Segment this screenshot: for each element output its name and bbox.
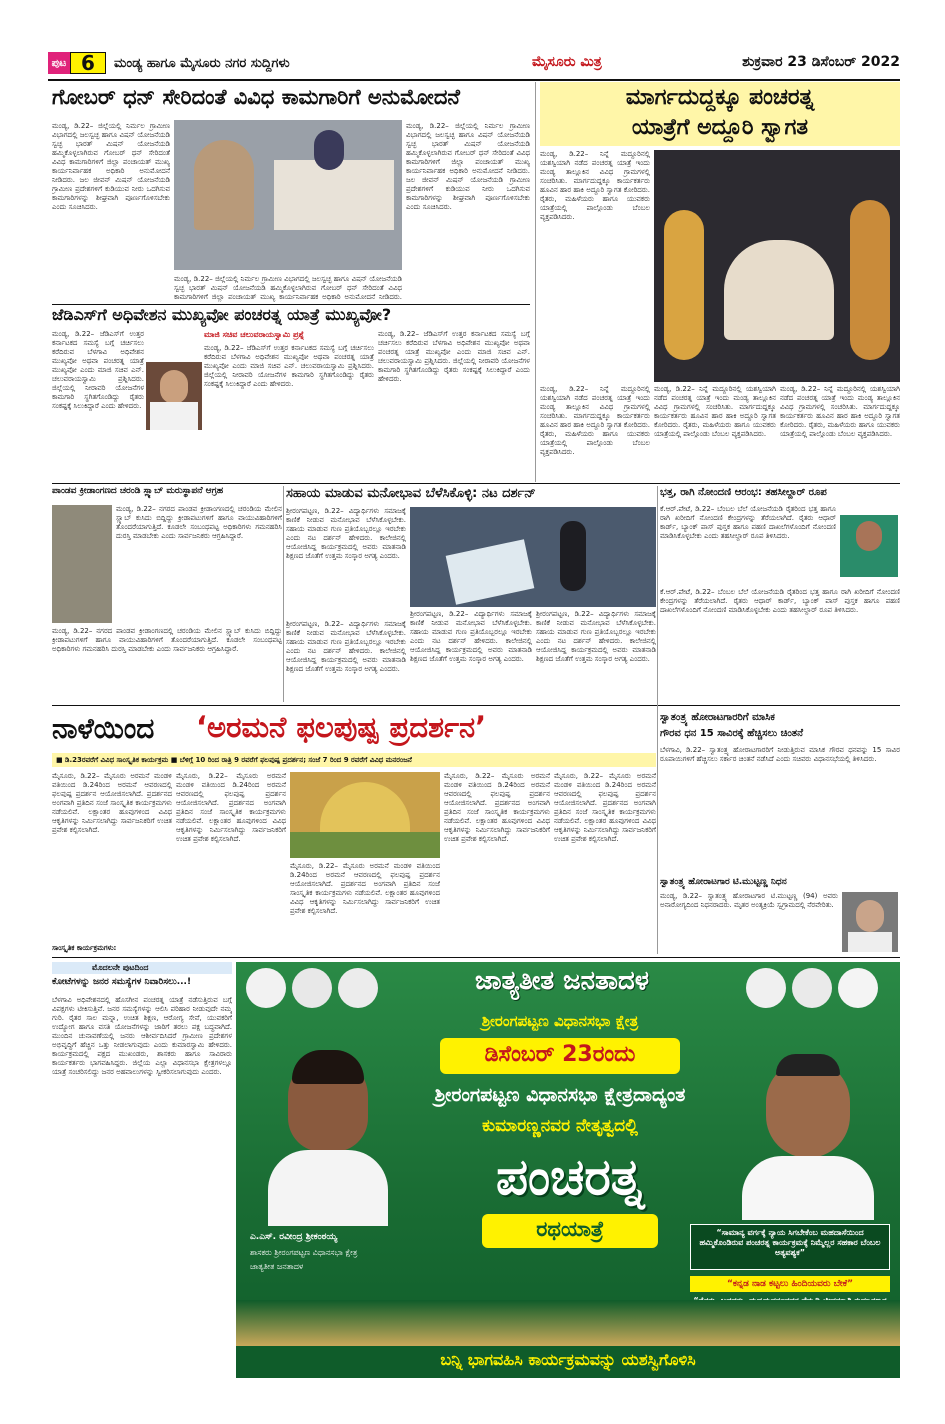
jds-body-col2: ಮಂಡ್ಯ, ಡಿ.22– ಜೆಡಿಎಸ್‌ಗೆ ಉತ್ತರ ಕರ್ನಾಟಕದ ಸಮಸ್ಯೆ ಬಗ್ಗೆ ಚರ್ಚಿಸಲು ಕರೆದಿರುವ ಬೆಳಗಾವಿ ಅಧಿವೇಶನ ಮುಖ್ಯವೋ ಅಥವಾ ಪಂಚರತ್ನ ಯಾತ್ರೆ ಮುಖ್ಯವೋ ಎಂದು ಮಾಜಿ ಸಚಿವ ಎನ್. ಚಲುವರಾಯಸ್ವಾಮಿ ಪ್ರಶ್ನಿಸಿದರು. ಜಿಲ್ಲೆಯಲ್ಲಿ ನೀರಾವರಿ ಯೋಜನೆಗಳ ಕಾಮಗಾರಿ ಸ್ಥಗಿತಗೊಂಡಿದ್ದು ರೈತರು ಸಂಕಷ್ಟಕ್ಕೆ ಸಿಲುಕಿದ್ದಾರೆ ಎಂದು ಹೇಳಿದರು. — [204, 344, 374, 388]
darshan-photo — [410, 507, 656, 607]
panchratna-headline-2: ಯಾತ್ರೆಗೆ ಅದ್ದೂರಿ ಸ್ವಾಗತ — [631, 115, 809, 140]
aramane-subhead: ಸಾಂಸ್ಕೃತಿಕ ಕಾರ್ಯಕ್ರಮಗಳು: — [52, 944, 117, 952]
paper-name: ಮೈಸೂರು ಮಿತ್ರ — [532, 54, 602, 70]
panchratna-body-col1: ಮಂಡ್ಯ, ಡಿ.22– ನಿನ್ನೆ ಮದ್ದೂರಿನಲ್ಲಿ ಯಶಸ್ವಿಯಾಗಿ ನಡೆದ ಪಂಚರತ್ನ ಯಾತ್ರೆ ಇಂದು ಮಂಡ್ಯ ತಾಲ್ಲೂಕಿನ ವಿವಿಧ ಗ್ರಾಮಗಳಲ್ಲಿ ಸಂಚರಿಸಿತು. ಮಾರ್ಗದುದ್ದಕ್ಕೂ ಕಾರ್ಯಕರ್ತರು ಹೂವಿನ ಹಾರ ಹಾಕಿ ಅದ್ದೂರಿ ಸ್ವಾಗತ ಕೋರಿದರು. ರೈತರು, ಮಹಿಳೆಯರು ಹಾಗೂ ಯುವಕರು ಯಾತ್ರೆಯಲ್ಲಿ ಪಾಲ್ಗೊಂಡು ಬೆಂಬಲ ವ್ಯಕ್ತಪಡಿಸಿದರು. — [540, 150, 650, 221]
column-rule — [657, 486, 658, 954]
pandava-body-2: ಮಂಡ್ಯ, ಡಿ.22– ನಗರದ ಪಾಂಡವ ಕ್ರೀಡಾಂಗಣದಲ್ಲಿ ಚರಂಡಿಯ ಮೇಲಿನ ಸ್ಲ್ಯಾಬ್ ಕುಸಿದು ಬಿದ್ದಿದ್ದು ಕ್ರೀಡಾಪಟುಗಳಿಗೆ ಹಾಗೂ ವಾಯುವಿಹಾರಿಗಳಿಗೆ ತೊಂದರೆಯಾಗುತ್ತಿದೆ. ಕೂಡಲೇ ಸಂಬಂಧಪಟ್ಟ ಅಧಿಕಾರಿಗಳು ಗಮನಹರಿಸಿ ದುರಸ್ತಿ ಮಾಡಬೇಕು ಎಂದು ಸಾರ್ವಜನಿಕರು ಆಗ್ರಹಿಸಿದ್ದಾರೆ. — [52, 627, 282, 653]
drain-photo — [52, 505, 112, 623]
ad-line-1: ಶ್ರೀರಂಗಪಟ್ಟಣ ವಿಧಾನಸಭಾ ಕ್ಷೇತ್ರದಾದ್ಯಂತ — [434, 1084, 686, 1106]
darshan-headline: ಸಹಾಯ ಮಾಡುವ ಮನೋಭಾವ ಬೆಳೆಸಿಕೊಳ್ಳಿ: ನಟ ದರ್ಶನ್ — [286, 486, 536, 501]
aramane-body-2: ಮೈಸೂರು, ಡಿ.22– ಮೈಸೂರು ಅರಮನೆ ಮಂಡಳಿ ವತಿಯಿಂದ ಡಿ.24ರಿಂದ ಅರಮನೆ ಆವರಣದಲ್ಲಿ ಫಲಪುಷ್ಪ ಪ್ರದರ್ಶನ ಆಯೋಜಿಸಲಾಗಿದೆ. ಪ್ರದರ್ಶನದ ಅಂಗವಾಗಿ ಪ್ರತಿದಿನ ಸಂಜೆ ಸಾಂಸ್ಕೃತಿಕ ಕಾರ್ಯಕ್ರಮಗಳು ನಡೆಯಲಿವೆ. ಲಕ್ಷಾಂತರ ಹೂವುಗಳಿಂದ ವಿವಿಧ ಆಕೃತಿಗಳನ್ನು ನಿರ್ಮಿಸಲಾಗಿದ್ದು ಸಾರ್ವಜನಿಕರಿಗೆ ಉಚಿತ ಪ್ರವೇಶ ಕಲ್ಪಿಸಲಾಗಿದೆ. — [176, 772, 286, 843]
panchratna-headline-1: ಮಾರ್ಗದುದ್ದಕ್ಕೂ ಪಂಚರತ್ನ — [625, 85, 815, 110]
jds-body-col1: ಮಂಡ್ಯ, ಡಿ.22– ಜೆಡಿಎಸ್‌ಗೆ ಉತ್ತರ ಕರ್ನಾಟಕದ ಸಮಸ್ಯೆ ಬಗ್ಗೆ ಚರ್ಚಿಸಲು ಕರೆದಿರುವ ಬೆಳಗಾವಿ ಅಧಿವೇಶನ ಮುಖ್ಯವೋ ಅಥವಾ ಪಂಚರತ್ನ ಯಾತ್ರೆ ಮುಖ್ಯವೋ ಎಂದು ಮಾಜಿ ಸಚಿವ ಎನ್. ಚಲುವರಾಯಸ್ವಾಮಿ ಪ್ರಶ್ನಿಸಿದರು. ಜಿಲ್ಲೆಯಲ್ಲಿ ನೀರಾವರಿ ಯೋಜನೆಗಳ ಕಾಮಗಾರಿ ಸ್ಥಗಿತಗೊಂಡಿದ್ದು ರೈತರು ಸಂಕಷ್ಟಕ್ಕೆ ಸಿಲುಕಿದ್ದಾರೆ ಎಂದು ಹೇಳಿದರು. — [52, 330, 144, 410]
kumaraswamy-photo — [726, 1040, 890, 1220]
ad-party-name: ಜಾತ್ಯತೀತ ಜನತಾದಳ — [475, 966, 649, 996]
aramane-body-3: ಮೈಸೂರು, ಡಿ.22– ಮೈಸೂರು ಅರಮನೆ ಮಂಡಳಿ ವತಿಯಿಂದ ಡಿ.24ರಿಂದ ಅರಮನೆ ಆವರಣದಲ್ಲಿ ಫಲಪುಷ್ಪ ಪ್ರದರ್ಶನ ಆಯೋಜಿಸಲಾಗಿದೆ. ಪ್ರದರ್ಶನದ ಅಂಗವಾಗಿ ಪ್ರತಿದಿನ ಸಂಜೆ ಸಾಂಸ್ಕೃತಿಕ ಕಾರ್ಯಕ್ರಮಗಳು ನಡೆಯಲಿವೆ. ಲಕ್ಷಾಂತರ ಹೂವುಗಳಿಂದ ವಿವಿಧ ಆಕೃತಿಗಳನ್ನು ನಿರ್ಮಿಸಲಾಗಿದ್ದು ಸಾರ್ವಜನಿಕರಿಗೆ ಉಚಿತ ಪ್ರವೇಶ ಕಲ್ಪಿಸಲಾಗಿದೆ. — [290, 862, 440, 915]
leader-avatar-5 — [792, 968, 832, 1008]
continued-body: ಬೆಳಗಾವಿ ಅಧಿವೇಶನದಲ್ಲಿ ಹೊಸಗೀನ ಪಂಚರತ್ನ ಯಾತ್ರೆ ನಡೆಸುತ್ತಿರುವ ಬಗ್ಗೆ ವಿಪಕ್ಷಗಳು ಟೀಕಿಸುತ್ತಿವೆ. ಜನರ ಸಮಸ್ಯೆಗಳನ್ನು ಆಲಿಸಿ ಪರಿಹಾರ ನೀಡುವುದೇ ನಮ್ಮ ಗುರಿ. ರೈತರ ಸಾಲ ಮನ್ನಾ, ಉಚಿತ ಶಿಕ್ಷಣ, ಆರೋಗ್ಯ ಸೇವೆ, ಯುವಕರಿಗೆ ಉದ್ಯೋಗ ಹಾಗೂ ವಸತಿ ಯೋಜನೆಗಳನ್ನು ಜಾರಿಗೆ ತರಲು ಪಕ್ಷ ಬದ್ಧವಾಗಿದೆ. ಮುಂದಿನ ಚುನಾವಣೆಯಲ್ಲಿ ಜನರು ಆಶೀರ್ವದಿಸಿದರೆ ಗ್ರಾಮೀಣ ಪ್ರದೇಶಗಳ ಅಭಿವೃದ್ಧಿಗೆ ಹೆಚ್ಚಿನ ಒತ್ತು ನೀಡಲಾಗುವುದು ಎಂದು ಕುಮಾರಸ್ವಾಮಿ ಹೇಳಿದರು. ಕಾರ್ಯಕ್ರಮದಲ್ಲಿ ಪಕ್ಷದ ಮುಖಂಡರು, ಶಾಸಕರು ಹಾಗೂ ಸಾವಿರಾರು ಕಾರ್ಯಕರ್ತರು ಭಾಗವಹಿಸಿದ್ದರು. ಜಿಲ್ಲೆಯ ಎಲ್ಲಾ ವಿಧಾನಸಭಾ ಕ್ಷೇತ್ರಗಳಲ್ಲೂ ಯಾತ್ರೆ ಸಂಚರಿಸಲಿದ್ದು ಜನರ ಅಹವಾಲುಗಳನ್ನು ಸ್ವೀಕರಿಸಲಾಗುವುದು ಎಂದರು. — [52, 996, 232, 1076]
ad-quote-2: “ಕನ್ನಡ ನಾಡ ಕಟ್ಟಲು ಹಿಂದಿಯವರು ಬೇಕೆ” — [690, 1276, 890, 1292]
palace-flower-photo — [290, 772, 440, 858]
jds-kicker: ಮಾಜಿ ಸಚಿವ ಚಲುವರಾಯಸ್ವಾಮಿ ಪ್ರಶ್ನೆ — [204, 330, 305, 339]
aramane-body-4: ಮೈಸೂರು, ಡಿ.22– ಮೈಸೂರು ಅರಮನೆ ಮಂಡಳಿ ವತಿಯಿಂದ ಡಿ.24ರಿಂದ ಅರಮನೆ ಆವರಣದಲ್ಲಿ ಫಲಪುಷ್ಪ ಪ್ರದರ್ಶನ ಆಯೋಜಿಸಲಾಗಿದೆ. ಪ್ರದರ್ಶನದ ಅಂಗವಾಗಿ ಪ್ರತಿದಿನ ಸಂಜೆ ಸಾಂಸ್ಕೃತಿಕ ಕಾರ್ಯಕ್ರಮಗಳು ನಡೆಯಲಿವೆ. ಲಕ್ಷಾಂತರ ಹೂವುಗಳಿಂದ ವಿವಿಧ ಆಕೃತಿಗಳನ್ನು ನಿರ್ಮಿಸಲಾಗಿದ್ದು ಸಾರ್ವಜನಿಕರಿಗೆ ಉಚಿತ ಪ್ರವೇಶ ಕಲ್ಪಿಸಲಾಗಿದೆ. — [444, 772, 550, 843]
leader-avatar-2 — [292, 968, 332, 1008]
bhatta-body-1: ಕೆ.ಆರ್.ಪೇಟೆ, ಡಿ.22– ಬೆಂಬಲ ಬೆಲೆ ಯೋಜನೆಯಡಿ ರೈತರಿಂದ ಭತ್ತ ಹಾಗೂ ರಾಗಿ ಖರೀದಿಗೆ ನೋಂದಣಿ ಕೇಂದ್ರಗಳನ್ನು ತೆರೆಯಲಾಗಿದೆ. ರೈತರು ಆಧಾರ್ ಕಾರ್ಡ್, ಬ್ಯಾಂಕ್ ಪಾಸ್ ಪುಸ್ತಕ ಹಾಗೂ ಪಹಣಿ ದಾಖಲೆಗಳೊಂದಿಗೆ ನೋಂದಣಿ ಮಾಡಿಸಿಕೊಳ್ಳಬೇಕು ಎಂದು ತಹಸೀಲ್ದಾರ್ ರೂಪ ತಿಳಿಸಿದರು. — [660, 505, 836, 540]
freedom-headline-2: ಗೌರವ ಧನ 15 ಸಾವಿರಕ್ಕೆ ಹೆಚ್ಚಿಸಲು ಚಿಂತನೆ — [660, 728, 804, 739]
ad-line-2: ಕುಮಾರಣ್ಣನವರ ನೇತೃತ್ವದಲ್ಲಿ — [482, 1116, 638, 1136]
panchratna-body-col3: ಮಂಡ್ಯ, ಡಿ.22– ನಿನ್ನೆ ಮದ್ದೂರಿನಲ್ಲಿ ಯಶಸ್ವಿಯಾಗಿ ನಡೆದ ಪಂಚರತ್ನ ಯಾತ್ರೆ ಇಂದು ಮಂಡ್ಯ ತಾಲ್ಲೂಕಿನ ವಿವಿಧ ಗ್ರಾಮಗಳಲ್ಲಿ ಸಂಚರಿಸಿತು. ಮಾರ್ಗದುದ್ದಕ್ಕೂ ಕಾರ್ಯಕರ್ತರು ಹೂವಿನ ಹಾರ ಹಾಕಿ ಅದ್ದೂರಿ ಸ್ವಾಗತ ಕೋರಿದರು. ರೈತರು, ಮಹಿಳೆಯರು ಹಾಗೂ ಯುವಕರು ಯಾತ್ರೆಯಲ್ಲಿ ಪಾಲ್ಗೊಂಡು ಬೆಂಬಲ ವ್ಯಕ್ತಪಡಿಸಿದರು. — [780, 385, 900, 438]
palace-strip — [236, 1300, 900, 1346]
ad-yatra-title: ಪಂಚರತ್ನ — [495, 1148, 645, 1206]
rally-photo — [654, 150, 900, 382]
candidate-title-1: ಶಾಸಕರು ಶ್ರೀರಂಗಪಟ್ಟಣ ವಿಧಾನಸಭಾ ಕ್ಷೇತ್ರ — [250, 1248, 358, 1257]
gobar-headline: ಗೋಬರ್ ಧನ್ ಸೇರಿದಂತೆ ವಿವಿಧ ಕಾಮಗಾರಿಗೆ ಅನುಮೋದನೆ — [52, 85, 460, 109]
candidate-name: ಎ.ಎಸ್. ರವೀಂದ್ರ ಶ್ರೀಕಂಠಯ್ಯ — [250, 1232, 338, 1242]
ad-footer: ಬನ್ನಿ ಭಾಗವಹಿಸಿ ಕಾರ್ಯಕ್ರಮವನ್ನು ಯಶಸ್ವಿಗೊಳಿಸಿ — [440, 1350, 696, 1369]
continued-headline: ಕೋಟೆಗಳನ್ನು ಜನರ ಸಮಸ್ಯೆಗಳ ನಿವಾರಿಸಲು...! — [52, 977, 192, 987]
aramane-headline-prefix: ನಾಳೆಯಿಂದ — [52, 712, 155, 745]
bhatta-headline: ಭತ್ತ, ರಾಗಿ ನೋಂದಣಿ ಆರಂಭ: ತಹಸೀಲ್ದಾರ್ ರೂಪ — [660, 487, 827, 498]
freedom-headline-1: ಸ್ವಾತಂತ್ರ್ಯ ಹೋರಾಟಗಾರರಿಗೆ ಮಾಸಿಕ — [660, 712, 775, 723]
bhatta-body-2: ಕೆ.ಆರ್.ಪೇಟೆ, ಡಿ.22– ಬೆಂಬಲ ಬೆಲೆ ಯೋಜನೆಯಡಿ ರೈತರಿಂದ ಭತ್ತ ಹಾಗೂ ರಾಗಿ ಖರೀದಿಗೆ ನೋಂದಣಿ ಕೇಂದ್ರಗಳನ್ನು ತೆರೆಯಲಾಗಿದೆ. ರೈತರು ಆಧಾರ್ ಕಾರ್ಡ್, ಬ್ಯಾಂಕ್ ಪಾಸ್ ಪುಸ್ತಕ ಹಾಗೂ ಪಹಣಿ ದಾಖಲೆಗಳೊಂದಿಗೆ ನೋಂದಣಿ ಮಾಡಿಸಿಕೊಳ್ಳಬೇಕು ಎಂದು ತಹಸೀಲ್ದಾರ್ ರೂಪ ತಿಳಿಸಿದರು. — [660, 588, 900, 614]
column-rule — [535, 82, 536, 482]
obit-body: ಮಂಡ್ಯ, ಡಿ.22– ಸ್ವಾತಂತ್ರ್ಯ ಹೋರಾಟಗಾರ ಟಿ.ಮುಟ್ಟಣ್ಣ (94) ಅವರು ಅನಾರೋಗ್ಯದಿಂದ ನಿಧನರಾದರು. ಮೃತರ ಅಂತ್ಯಕ್ರಿಯೆ ಸ್ವಗ್ರಾಮದಲ್ಲಿ ನೆರವೇರಿತು. — [660, 892, 838, 909]
gobar-body-under-photo: ಮಂಡ್ಯ, ಡಿ.22– ಜಿಲ್ಲೆಯಲ್ಲಿ ನಿರ್ಮಲ ಗ್ರಾಮೀಣ ವಿಭಾಗದಲ್ಲಿ ಜಲಸ್ವಚ್ಛ ಹಾಗೂ ವಿಷನ್ ಯೋಜನೆಯಡಿ ಸ್ವಚ್ಛ ಭಾರತ್ ಮಿಷನ್ ಯೋಜನೆಯಡಿ ಹಮ್ಮಿಕೊಳ್ಳಲಾಗಿರುವ ಗೋಬರ್ ಧನ್ ಸೇರಿದಂತೆ ವಿವಿಧ ಕಾಮಗಾರಿಗಳಿಗೆ ಜಿಲ್ಲಾ ಪಂಚಾಯತ್ ಮುಖ್ಯ ಕಾರ್ಯನಿರ್ವಾಹಕ ಅಧಿಕಾರಿ ಅನುಮೋದನೆ ನೀಡಿದರು. — [174, 275, 402, 301]
panchratna-body-col1b: ಮಂಡ್ಯ, ಡಿ.22– ನಿನ್ನೆ ಮದ್ದೂರಿನಲ್ಲಿ ಯಶಸ್ವಿಯಾಗಿ ನಡೆದ ಪಂಚರತ್ನ ಯಾತ್ರೆ ಇಂದು ಮಂಡ್ಯ ತಾಲ್ಲೂಕಿನ ವಿವಿಧ ಗ್ರಾಮಗಳಲ್ಲಿ ಸಂಚರಿಸಿತು. ಮಾರ್ಗದುದ್ದಕ್ಕೂ ಕಾರ್ಯಕರ್ತರು ಹೂವಿನ ಹಾರ ಹಾಕಿ ಅದ್ದೂರಿ ಸ್ವಾಗತ ಕೋರಿದರು. ರೈತರು, ಮಹಿಳೆಯರು ಹಾಗೂ ಯುವಕರು ಯಾತ್ರೆಯಲ್ಲಿ ಪಾಲ್ಗೊಂಡು ಬೆಂಬಲ ವ್ಯಕ್ತಪಡಿಸಿದರು. — [540, 385, 650, 456]
leader-avatar-3 — [338, 968, 378, 1008]
ad-quote-1: “ಸಾಮಾನ್ಯ ವರ್ಗಕ್ಕೆ ನ್ಯಾಯ ಸಿಗಬೇಕೆಂಬ ಮಹದಾಸೆಯಿಂದ ಹಮ್ಮಿಕೊಂಡಿರುವ ಪಂಚರತ್ನ ಕಾರ್ಯಕ್ರಮಕ್ಕೆ ನಿಮ್ಮೆಲ್ಲರ ಸಹಕಾರ ಬೆಂಬಲ ಅತ್ಯವಶ್ಯಕ” — [690, 1224, 890, 1270]
aramane-body-5: ಮೈಸೂರು, ಡಿ.22– ಮೈಸೂರು ಅರಮನೆ ಮಂಡಳಿ ವತಿಯಿಂದ ಡಿ.24ರಿಂದ ಅರಮನೆ ಆವರಣದಲ್ಲಿ ಫಲಪುಷ್ಪ ಪ್ರದರ್ಶನ ಆಯೋಜಿಸಲಾಗಿದೆ. ಪ್ರದರ್ಶನದ ಅಂಗವಾಗಿ ಪ್ರತಿದಿನ ಸಂಜೆ ಸಾಂಸ್ಕೃತಿಕ ಕಾರ್ಯಕ್ರಮಗಳು ನಡೆಯಲಿವೆ. ಲಕ್ಷಾಂತರ ಹೂವುಗಳಿಂದ ವಿವಿಧ ಆಕೃತಿಗಳನ್ನು ನಿರ್ಮಿಸಲಾಗಿದ್ದು ಸಾರ್ವಜನಿಕರಿಗೆ ಉಚಿತ ಪ್ರವೇಶ ಕಲ್ಪಿಸಲಾಗಿದೆ. — [554, 772, 656, 843]
leader-avatar-4 — [746, 968, 786, 1008]
obit-headline: ಸ್ವಾತಂತ್ರ್ಯ ಹೋರಾಟಗಾರ ಟಿ.ಮುಟ್ಟಣ್ಣ ನಿಧನ — [660, 877, 787, 887]
freedom-body: ಬೆಳಗಾವಿ, ಡಿ.22– ಸ್ವಾತಂತ್ರ್ಯ ಹೋರಾಟಗಾರರಿಗೆ ನೀಡುತ್ತಿರುವ ಮಾಸಿಕ ಗೌರವ ಧನವನ್ನು 15 ಸಾವಿರ ರೂಪಾಯಿಗಳಿಗೆ ಹೆಚ್ಚಿಸಲು ಸರ್ಕಾರ ಚಿಂತನೆ ನಡೆಸಿದೆ ಎಂದು ಸಚಿವರು ವಿಧಾನಸಭೆಯಲ್ಲಿ ತಿಳಿಸಿದರು. — [660, 746, 900, 763]
candidate-photo — [258, 1046, 398, 1226]
jds-body-col3: ಮಂಡ್ಯ, ಡಿ.22– ಜೆಡಿಎಸ್‌ಗೆ ಉತ್ತರ ಕರ್ನಾಟಕದ ಸಮಸ್ಯೆ ಬಗ್ಗೆ ಚರ್ಚಿಸಲು ಕರೆದಿರುವ ಬೆಳಗಾವಿ ಅಧಿವೇಶನ ಮುಖ್ಯವೋ ಅಥವಾ ಪಂಚರತ್ನ ಯಾತ್ರೆ ಮುಖ್ಯವೋ ಎಂದು ಮಾಜಿ ಸಚಿವ ಎನ್. ಚಲುವರಾಯಸ್ವಾಮಿ ಪ್ರಶ್ನಿಸಿದರು. ಜಿಲ್ಲೆಯಲ್ಲಿ ನೀರಾವರಿ ಯೋಜನೆಗಳ ಕಾಮಗಾರಿ ಸ್ಥಗಿತಗೊಂಡಿದ್ದು ರೈತರು ಸಂಕಷ್ಟಕ್ಕೆ ಸಿಲುಕಿದ್ದಾರೆ ಎಂದು ಹೇಳಿದರು. — [378, 330, 530, 383]
gobar-body-col3: ಮಂಡ್ಯ, ಡಿ.22– ಜಿಲ್ಲೆಯಲ್ಲಿ ನಿರ್ಮಲ ಗ್ರಾಮೀಣ ವಿಭಾಗದಲ್ಲಿ ಜಲಸ್ವಚ್ಛ ಹಾಗೂ ವಿಷನ್ ಯೋಜನೆಯಡಿ ಸ್ವಚ್ಛ ಭಾರತ್ ಮಿಷನ್ ಯೋಜನೆಯಡಿ ಹಮ್ಮಿಕೊಳ್ಳಲಾಗಿರುವ ಗೋಬರ್ ಧನ್ ಸೇರಿದಂತೆ ವಿವಿಧ ಕಾಮಗಾರಿಗಳಿಗೆ ಜಿಲ್ಲಾ ಪಂಚಾಯತ್ ಮುಖ್ಯ ಕಾರ್ಯನಿರ್ವಾಹಕ ಅಧಿಕಾರಿ ಅನುಮೋದನೆ ನೀಡಿದರು. ಜಲ ಜೀವನ್ ಮಿಷನ್ ಯೋಜನೆಯಡಿ ಗ್ರಾಮೀಣ ಪ್ರದೇಶಗಳಿಗೆ ಕುಡಿಯುವ ನೀರು ಒದಗಿಸುವ ಕಾಮಗಾರಿಗಳನ್ನು ಶೀಘ್ರವಾಗಿ ಪೂರ್ಣಗೊಳಿಸಬೇಕು ಎಂದು ಸೂಚಿಸಿದರು. — [406, 122, 530, 211]
leader-avatar-6 — [838, 968, 878, 1008]
tahsildar-photo — [840, 515, 898, 577]
jds-headline: ಜೆಡಿಎಸ್‌ಗೆ ಅಧಿವೇಶನ ಮುಖ್ಯವೋ ಪಂಚರತ್ನ ಯಾತ್ರೆ ಮುಖ್ಯವೋ? — [52, 305, 392, 324]
obit-photo — [842, 892, 898, 952]
darshan-body-1: ಶ್ರೀರಂಗಪಟ್ಟಣ, ಡಿ.22– ವಿದ್ಯಾರ್ಥಿಗಳು ಸಮಾಜಕ್ಕೆ ಕಾಣಿಕೆ ನೀಡುವ ಮನೋಭಾವ ಬೆಳೆಸಿಕೊಳ್ಳಬೇಕು. ಸಹಾಯ ಮಾಡುವ ಗುಣ ಪ್ರತಿಯೊಬ್ಬರಲ್ಲೂ ಇರಬೇಕು ಎಂದು ನಟ ದರ್ಶನ್ ಹೇಳಿದರು. ಕಾಲೇಜಿನಲ್ಲಿ ಆಯೋಜಿಸಿದ್ದ ಕಾರ್ಯಕ್ರಮದಲ್ಲಿ ಅವರು ಮಾತನಾಡಿ ಶಿಕ್ಷಣದ ಜೊತೆಗೆ ಉತ್ತಮ ಸಂಸ್ಕಾರ ಅಗತ್ಯ ಎಂದರು. — [286, 507, 406, 560]
darshan-body-3: ಶ್ರೀರಂಗಪಟ್ಟಣ, ಡಿ.22– ವಿದ್ಯಾರ್ಥಿಗಳು ಸಮಾಜಕ್ಕೆ ಕಾಣಿಕೆ ನೀಡುವ ಮನೋಭಾವ ಬೆಳೆಸಿಕೊಳ್ಳಬೇಕು. ಸಹಾಯ ಮಾಡುವ ಗುಣ ಪ್ರತಿಯೊಬ್ಬರಲ್ಲೂ ಇರಬೇಕು ಎಂದು ನಟ ದರ್ಶನ್ ಹೇಳಿದರು. ಕಾಲೇಜಿನಲ್ಲಿ ಆಯೋಜಿಸಿದ್ದ ಕಾರ್ಯಕ್ರಮದಲ್ಲಿ ಅವರು ಮಾತನಾಡಿ ಶಿಕ್ಷಣದ ಜೊತೆಗೆ ಉತ್ತಮ ಸಂಸ್ಕಾರ ಅಗತ್ಯ ಎಂದರು. — [410, 610, 532, 663]
aramane-headline-main: ‘ಅರಮನೆ ಫಲಪುಷ್ಪ ಪ್ರದರ್ಶನ’ — [196, 710, 487, 744]
divider — [52, 483, 900, 484]
ad-date: ಡಿಸೆಂಬರ್ 23ರಂದು — [484, 1042, 636, 1067]
divider — [52, 705, 900, 706]
gobar-body-col1: ಮಂಡ್ಯ, ಡಿ.22– ಜಿಲ್ಲೆಯಲ್ಲಿ ನಿರ್ಮಲ ಗ್ರಾಮೀಣ ವಿಭಾಗದಲ್ಲಿ ಜಲಸ್ವಚ್ಛ ಹಾಗೂ ವಿಷನ್ ಯೋಜನೆಯಡಿ ಸ್ವಚ್ಛ ಭಾರತ್ ಮಿಷನ್ ಯೋಜನೆಯಡಿ ಹಮ್ಮಿಕೊಳ್ಳಲಾಗಿರುವ ಗೋಬರ್ ಧನ್ ಸೇರಿದಂತೆ ವಿವಿಧ ಕಾಮಗಾರಿಗಳಿಗೆ ಜಿಲ್ಲಾ ಪಂಚಾಯತ್ ಮುಖ್ಯ ಕಾರ್ಯನಿರ್ವಾಹಕ ಅಧಿಕಾರಿ ಅನುಮೋದನೆ ನೀಡಿದರು. ಜಲ ಜೀವನ್ ಮಿಷನ್ ಯೋಜನೆಯಡಿ ಗ್ರಾಮೀಣ ಪ್ರದೇಶಗಳಿಗೆ ಕುಡಿಯುವ ನೀರು ಒದಗಿಸುವ ಕಾಮಗಾರಿಗಳನ್ನು ಶೀಘ್ರವಾಗಿ ಪೂರ್ಣಗೊಳಿಸಬೇಕು ಎಂದು ಸೂಚಿಸಿದರು. — [52, 122, 170, 211]
darshan-body-4: ಶ್ರೀರಂಗಪಟ್ಟಣ, ಡಿ.22– ವಿದ್ಯಾರ್ಥಿಗಳು ಸಮಾಜಕ್ಕೆ ಕಾಣಿಕೆ ನೀಡುವ ಮನೋಭಾವ ಬೆಳೆಸಿಕೊಳ್ಳಬೇಕು. ಸಹಾಯ ಮಾಡುವ ಗುಣ ಪ್ರತಿಯೊಬ್ಬರಲ್ಲೂ ಇರಬೇಕು ಎಂದು ನಟ ದರ್ಶನ್ ಹೇಳಿದರು. ಕಾಲೇಜಿನಲ್ಲಿ ಆಯೋಜಿಸಿದ್ದ ಕಾರ್ಯಕ್ರಮದಲ್ಲಿ ಅವರು ಮಾತನಾಡಿ ಶಿಕ್ಷಣದ ಜೊತೆಗೆ ಉತ್ತಮ ಸಂಸ್ಕಾರ ಅಗತ್ಯ ಎಂದರು. — [536, 610, 656, 663]
ad-yatra-sub: ರಥಯಾತ್ರೆ — [536, 1217, 604, 1241]
page-label: ಪುಟ — [48, 52, 70, 74]
page-number: 6 — [70, 52, 106, 74]
header-rule — [48, 79, 900, 81]
aramane-strap: ■ ಡಿ.23ರವರೆಗೆ ವಿವಿಧ ಸಾಂಸ್ಕೃತಿಕ ಕಾರ್ಯಕ್ರಮ ■ ಬೆಳಿಗ್ಗೆ 10 ರಿಂದ ರಾತ್ರಿ 9 ರವರೆಗೆ ಫಲಪುಷ್ಪ ಪ್ರದರ್ಶನ; ಸಂಜೆ 7 ರಿಂದ 9 ರವರೆಗೆ ವಿವಿಧ ಮನರಂಜನೆ — [52, 753, 656, 767]
aramane-body-1: ಮೈಸೂರು, ಡಿ.22– ಮೈಸೂರು ಅರಮನೆ ಮಂಡಳಿ ವತಿಯಿಂದ ಡಿ.24ರಿಂದ ಅರಮನೆ ಆವರಣದಲ್ಲಿ ಫಲಪುಷ್ಪ ಪ್ರದರ್ಶನ ಆಯೋಜಿಸಲಾಗಿದೆ. ಪ್ರದರ್ಶನದ ಅಂಗವಾಗಿ ಪ್ರತಿದಿನ ಸಂಜೆ ಸಾಂಸ್ಕೃತಿಕ ಕಾರ್ಯಕ್ರಮಗಳು ನಡೆಯಲಿವೆ. ಲಕ್ಷಾಂತರ ಹೂವುಗಳಿಂದ ವಿವಿಧ ಆಕೃತಿಗಳನ್ನು ನಿರ್ಮಿಸಲಾಗಿದ್ದು ಸಾರ್ವಜನಿಕರಿಗೆ ಉಚಿತ ಪ್ರವೇಶ ಕಲ್ಪಿಸಲಾಗಿದೆ. — [52, 772, 172, 834]
pandava-headline: ಪಾಂಡವ ಕ್ರೀಡಾಂಗಣದ ಚರಂಡಿ ಸ್ಲ್ಯಾಬ್ ಮರುಸ್ಥಾಪನೆ ಆಗ್ರಹ — [52, 486, 224, 496]
ad-constituency: ಶ್ರೀರಂಗಪಟ್ಟಣ ವಿಧಾನಸಭಾ ಕ್ಷೇತ್ರ — [481, 1012, 639, 1030]
column-rule — [283, 486, 284, 702]
panchratna-body-col2: ಮಂಡ್ಯ, ಡಿ.22– ನಿನ್ನೆ ಮದ್ದೂರಿನಲ್ಲಿ ಯಶಸ್ವಿಯಾಗಿ ನಡೆದ ಪಂಚರತ್ನ ಯಾತ್ರೆ ಇಂದು ಮಂಡ್ಯ ತಾಲ್ಲೂಕಿನ ವಿವಿಧ ಗ್ರಾಮಗಳಲ್ಲಿ ಸಂಚರಿಸಿತು. ಮಾರ್ಗದುದ್ದಕ್ಕೂ ಕಾರ್ಯಕರ್ತರು ಹೂವಿನ ಹಾರ ಹಾಕಿ ಅದ್ದೂರಿ ಸ್ವಾಗತ ಕೋರಿದರು. ರೈತರು, ಮಹಿಳೆಯರು ಹಾಗೂ ಯುವಕರು ಯಾತ್ರೆಯಲ್ಲಿ ಪಾಲ್ಗೊಂಡು ಬೆಂಬಲ ವ್ಯಕ್ತಪಡಿಸಿದರು. — [654, 385, 776, 438]
divider — [52, 957, 900, 958]
section-title: ಮಂಡ್ಯ ಹಾಗೂ ಮೈಸೂರು ನಗರ ಸುದ್ದಿಗಳು — [114, 55, 290, 71]
leader-avatar-1 — [246, 968, 286, 1008]
pandava-body-1: ಮಂಡ್ಯ, ಡಿ.22– ನಗರದ ಪಾಂಡವ ಕ್ರೀಡಾಂಗಣದಲ್ಲಿ ಚರಂಡಿಯ ಮೇಲಿನ ಸ್ಲ್ಯಾಬ್ ಕುಸಿದು ಬಿದ್ದಿದ್ದು ಕ್ರೀಡಾಪಟುಗಳಿಗೆ ಹಾಗೂ ವಾಯುವಿಹಾರಿಗಳಿಗೆ ತೊಂದರೆಯಾಗುತ್ತಿದೆ. ಕೂಡಲೇ ಸಂಬಂಧಪಟ್ಟ ಅಧಿಕಾರಿಗಳು ಗಮನಹರಿಸಿ ದುರಸ್ತಿ ಮಾಡಬೇಕು ಎಂದು ಸಾರ್ವಜನಿಕರು ಆಗ್ರಹಿಸಿದ್ದಾರೆ. — [116, 505, 282, 540]
issue-date: ಶುಕ್ರವಾರ 23 ಡಿಸೆಂಬರ್ 2022 — [742, 54, 900, 70]
chaluvarayaswamy-photo — [146, 362, 202, 430]
candidate-title-2: ಜಾತ್ಯತೀತ ಜನತಾದಳ — [250, 1262, 304, 1271]
darshan-body-2: ಶ್ರೀರಂಗಪಟ್ಟಣ, ಡಿ.22– ವಿದ್ಯಾರ್ಥಿಗಳು ಸಮಾಜಕ್ಕೆ ಕಾಣಿಕೆ ನೀಡುವ ಮನೋಭಾವ ಬೆಳೆಸಿಕೊಳ್ಳಬೇಕು. ಸಹಾಯ ಮಾಡುವ ಗುಣ ಪ್ರತಿಯೊಬ್ಬರಲ್ಲೂ ಇರಬೇಕು ಎಂದು ನಟ ದರ್ಶನ್ ಹೇಳಿದರು. ಕಾಲೇಜಿನಲ್ಲಿ ಆಯೋಜಿಸಿದ್ದ ಕಾರ್ಯಕ್ರಮದಲ್ಲಿ ಅವರು ಮಾತನಾಡಿ ಶಿಕ್ಷಣದ ಜೊತೆಗೆ ಉತ್ತಮ ಸಂಸ್ಕಾರ ಅಗತ್ಯ ಎಂದರು. — [286, 620, 406, 673]
continued-label: ಮೊದಲನೇ ಪುಟದಿಂದ — [52, 962, 232, 974]
meeting-photo — [174, 120, 402, 270]
